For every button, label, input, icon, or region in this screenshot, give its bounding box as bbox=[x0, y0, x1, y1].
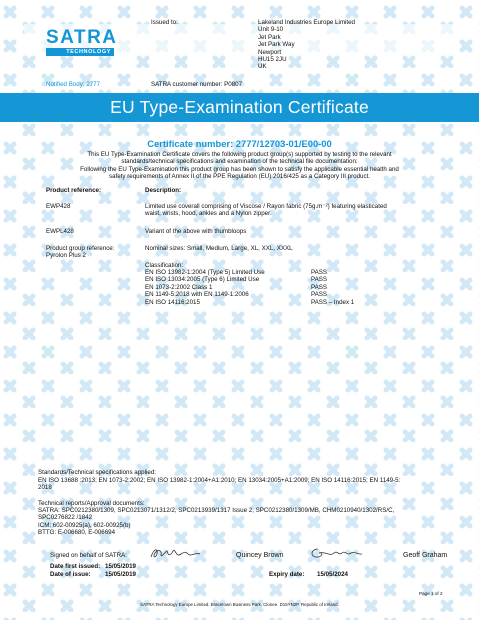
report-line: SATRA: SPC0212380/1309, SPC0213071/1312/2, SPC0213939/1317 Issue 2, SPC0212380/1309/MB, CHM0210940/1302/RS/C, bbox=[38, 507, 395, 514]
expiry-date-value: 15/05/2024 bbox=[317, 571, 348, 578]
product-ref-ewp428: EWP428 bbox=[46, 203, 71, 210]
standards-line: 2018 bbox=[38, 484, 52, 492]
standards-list bbox=[38, 477, 400, 492]
group-label-line: Product group reference: bbox=[46, 245, 115, 252]
customer-number: SATRA customer number: P0807 bbox=[151, 81, 243, 88]
desc-line: Limited use coverall comprising of Viscose / Rayon fabric (75g.m⁻²) featuring elasticated bbox=[145, 203, 387, 210]
expiry-date-label: Expiry date: bbox=[269, 571, 305, 578]
classification-standard: EN 1073-2:2002 Class 1 bbox=[145, 283, 213, 291]
classification-standard: EN 1149-5:2018 with EN 1149-1:2006 bbox=[145, 291, 249, 299]
date-of-issue-value: 15/05/2019 bbox=[105, 571, 136, 578]
address-line: Jet Park bbox=[258, 33, 281, 41]
description-heading: Description: bbox=[145, 187, 182, 194]
standards-line: EN ISO 13688 :2013; EN 1073-2:2002; EN ISO 13982-1:2004+A1:2010; EN 13034:2005+A1:2009; EN ISO 14116:2015; EN 1149-5: bbox=[38, 477, 401, 484]
intro-text bbox=[0, 151, 479, 181]
product-ref-ewpl428: EWPL428 bbox=[46, 228, 74, 235]
product-reference-heading: Product reference: bbox=[46, 187, 102, 194]
date-first-issued-label: Date first issued: bbox=[50, 563, 101, 570]
classification-standard: EN ISO 13034:2005 (Type 6) Limited Use bbox=[145, 276, 260, 284]
signer-quincey-brown: Quincey Brown bbox=[236, 552, 284, 559]
issued-to-label: Issued to: bbox=[151, 19, 178, 26]
nominal-sizes: Nominal sizes: Small, Medium, Large, XL, XXL, XXXL bbox=[145, 245, 293, 252]
logo-wordmark: SATRA bbox=[46, 27, 118, 48]
signature-quincey-brown bbox=[148, 546, 204, 560]
intro-line: standards/technical specifications and examination of the technical file documentation: bbox=[121, 158, 358, 166]
report-line: SPC0276822 /1842 bbox=[38, 514, 93, 522]
notified-body: Notified Body: 2777 bbox=[46, 81, 101, 88]
standards-label: Standards/Technical specifications applied: bbox=[38, 469, 156, 476]
address-line: Lakeland Industries Europe Limited bbox=[258, 19, 355, 26]
signed-on-behalf-label: Signed on behalf of SATRA: bbox=[50, 552, 127, 559]
classification-result: PASS bbox=[311, 276, 328, 284]
product-desc-ewpl428: Variant of the above with thumbloops bbox=[145, 228, 247, 235]
intro-line: This EU Type-Examination Certificate covers the following product group(s) supported by testing to the relevant bbox=[87, 151, 392, 158]
address-line: HU15 2JU bbox=[258, 56, 287, 64]
footer-address: SATRA Technology Europe Limited. Bracetown Business Park, Clonee. D15YN2P. Republic of Ireland. bbox=[140, 602, 339, 607]
address-line: Unit 9-10 bbox=[258, 26, 284, 34]
classification-standards bbox=[145, 269, 265, 306]
logo-subtitle: TECHNOLOGY bbox=[46, 48, 114, 56]
product-desc-ewp428 bbox=[145, 203, 387, 218]
report-line: ICM: 602-00925(a), 602-00925(b) bbox=[38, 521, 131, 529]
reports-label: Technical reports/Approval documents: bbox=[38, 500, 145, 507]
classification-result: PASS bbox=[311, 269, 328, 276]
product-group-reference bbox=[46, 245, 114, 260]
certificate-number: Certificate number: 2777/12703-01/E00-00 bbox=[147, 138, 332, 149]
desc-line: waist, wrists, hood, ankles and a Nylon zipper. bbox=[145, 210, 272, 218]
address-line: UK bbox=[258, 63, 267, 71]
address-line: Jet Park Way bbox=[258, 41, 295, 49]
satra-logo bbox=[46, 27, 118, 56]
classification-result: PASS bbox=[311, 283, 328, 291]
classification-label: Classification: bbox=[145, 262, 184, 269]
classification-standard: EN ISO 13982-1:2004 (Type 5) Limited Use bbox=[145, 269, 265, 276]
signature-geoff-graham bbox=[308, 545, 364, 561]
recipient-address bbox=[258, 19, 355, 71]
intro-line: Following the EU Type-Examination this product group has been shown to satisfy the applicable essential health and bbox=[80, 165, 399, 173]
date-first-issued-value: 15/05/2019 bbox=[105, 563, 136, 570]
classification-result: PASS bbox=[311, 291, 328, 299]
date-of-issue-label: Date of issue: bbox=[50, 571, 91, 578]
classification-results bbox=[311, 269, 354, 306]
report-line: BTTG: E-006680, E-006694 bbox=[38, 529, 116, 537]
reports-list bbox=[38, 507, 394, 537]
classification-standard: EN ISO 14116:2015 bbox=[145, 298, 200, 306]
certificate-title: EU Type-Examination Certificate bbox=[110, 97, 369, 117]
address-line: Newport bbox=[258, 48, 282, 56]
intro-line: safety requirements of Annex II of the PPE Regulation (EU) 2016/425 as a Category III product. bbox=[108, 173, 371, 181]
page-number: Page 1 of 2 bbox=[419, 591, 443, 596]
classification-result: PASS – Index 1 bbox=[311, 298, 355, 306]
signer-geoff-graham: Geoff Graham bbox=[403, 552, 448, 559]
group-label-line: Pyrolon Plus 2 bbox=[46, 252, 86, 260]
